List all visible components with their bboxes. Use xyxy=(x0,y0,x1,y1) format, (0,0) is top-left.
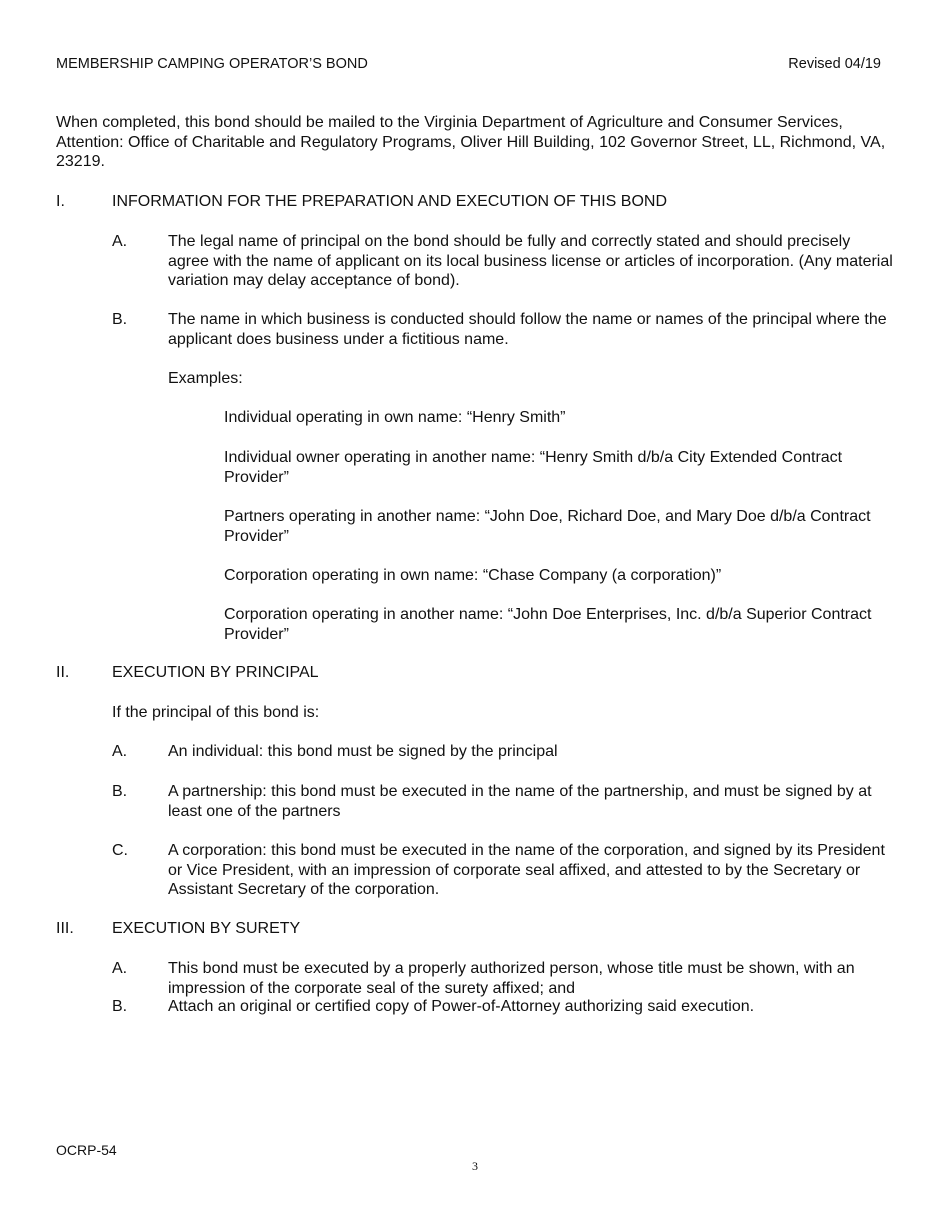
section-1-item-b-letter: B. xyxy=(112,311,128,328)
section-2-item-b-letter: B. xyxy=(112,783,128,800)
section-2-item-c-letter: C. xyxy=(112,842,128,859)
section-2-number: II. xyxy=(56,664,70,681)
examples-label: Examples: xyxy=(168,370,243,387)
example-item: Partners operating in another name: “John Doe, Richard Doe, and Mary Doe d/b/a Contract Provider” xyxy=(224,508,871,545)
example-item: Corporation operating in own name: “Chase Company (a corporation)” xyxy=(224,567,722,584)
section-3-item-b-letter: B. xyxy=(112,998,128,1015)
section-1-item-a-letter: A. xyxy=(112,233,128,250)
section-3-number: III. xyxy=(56,920,74,937)
section-3-item-b-text: Attach an original or certified copy of Power-of-Attorney authorizing said execution. xyxy=(168,998,755,1015)
section-2-item-c-text: A corporation: this bond must be executed in the name of the corporation, and signed by its President or Vice President, with an impression of corporate seal affixed, and attested to by the Secretary or Assistant Secretary of the corporation. xyxy=(168,842,885,898)
section-1-number: I. xyxy=(56,193,65,210)
section-2-item-a-text: An individual: this bond must be signed by the principal xyxy=(168,743,558,760)
section-2-item-b-text: A partnership: this bond must be executed in the name of the partnership, and must be signed by at least one of the partners xyxy=(168,783,872,820)
section-2-item-a-letter: A. xyxy=(112,743,128,760)
section-3-item-a-letter: A. xyxy=(112,960,128,977)
form-id: OCRP-54 xyxy=(56,1142,117,1158)
section-2-lead: If the principal of this bond is: xyxy=(112,704,320,721)
section-1-item-a-text: The legal name of principal on the bond should be fully and correctly stated and should precisely agree with the name of applicant on its local business license or articles of incorporation. (Any material variation may delay acceptance of bond). xyxy=(168,233,893,289)
example-item: Individual operating in own name: “Henry Smith” xyxy=(224,409,566,426)
intro-paragraph: When completed, this bond should be mailed to the Virginia Department of Agriculture and Consumer Services, Attention: Office of Charitable and Regulatory Programs, Oliver Hill Building, 102 Governor Street, LL, Richmond, VA, 23219. xyxy=(56,114,886,170)
revision-date: Revised 04/19 xyxy=(788,56,881,72)
section-1-title: INFORMATION FOR THE PREPARATION AND EXECUTION OF THIS BOND xyxy=(112,193,668,210)
section-3-item-a-text: This bond must be executed by a properly authorized person, whose title must be shown, with an impression of the corporate seal of the surety affixed; and xyxy=(168,960,855,997)
section-2-title: EXECUTION BY PRINCIPAL xyxy=(112,664,319,681)
example-item: Corporation operating in another name: “John Doe Enterprises, Inc. d/b/a Superior Contract Provider” xyxy=(224,606,872,643)
section-3-title: EXECUTION BY SURETY xyxy=(112,920,301,937)
section-1-item-b-text: The name in which business is conducted should follow the name or names of the principal where the applicant does business under a fictitious name. xyxy=(168,311,887,348)
document-title: MEMBERSHIP CAMPING OPERATOR’S BOND xyxy=(56,56,368,72)
page-number: 3 xyxy=(472,1159,478,1173)
example-item: Individual owner operating in another name: “Henry Smith d/b/a City Extended Contract Provider” xyxy=(224,449,843,486)
